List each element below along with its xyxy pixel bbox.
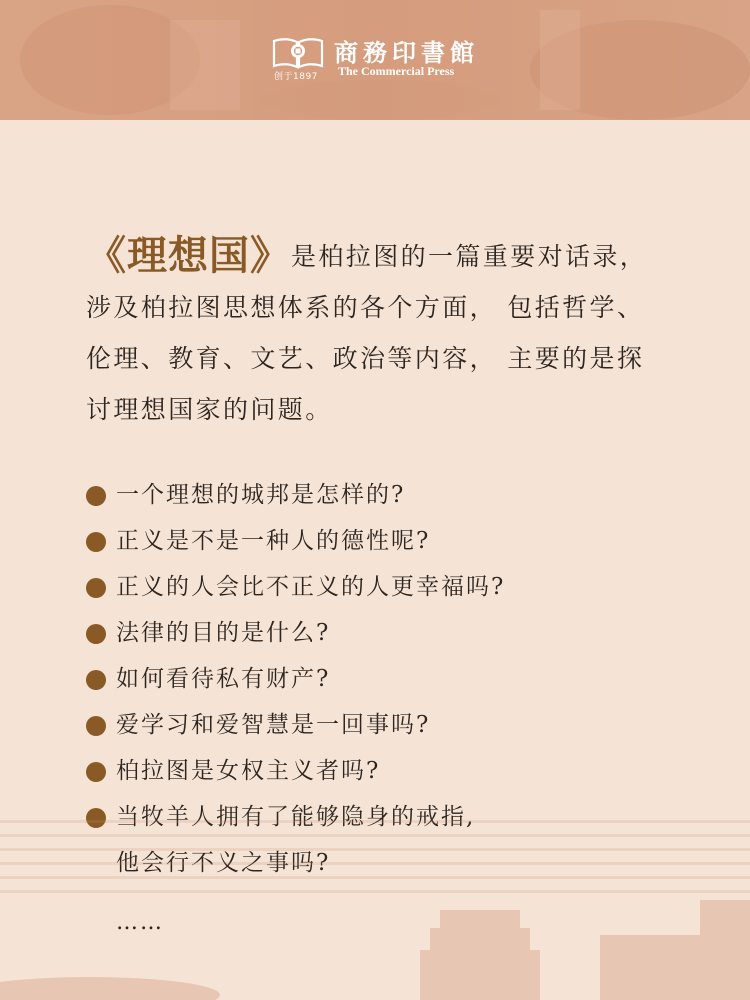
bullet-icon bbox=[86, 716, 106, 736]
bullet-icon bbox=[86, 670, 106, 690]
question-item bbox=[86, 518, 686, 564]
question-item bbox=[86, 702, 686, 748]
question-item bbox=[86, 748, 686, 794]
bullet-icon bbox=[86, 762, 106, 782]
question-item bbox=[86, 610, 686, 656]
question-text: 如何看待私有财产? bbox=[116, 666, 331, 692]
question-text: 爱学习和爱智慧是一回事吗? bbox=[116, 712, 431, 738]
bullet-icon bbox=[86, 624, 106, 644]
question-text: 当牧羊人拥有了能够隐身的戒指, bbox=[116, 804, 476, 830]
logo-chinese-name: 商務印書館 bbox=[334, 38, 479, 67]
bullet-icon bbox=[86, 486, 106, 506]
logo-english-name: The Commercial Press bbox=[338, 64, 455, 78]
question-text: 一个理想的城邦是怎样的? bbox=[116, 482, 406, 508]
question-text-continuation: 他会行不义之事吗? bbox=[116, 850, 331, 876]
bottom-decoration bbox=[0, 800, 750, 1000]
intro-text: 是柏拉图的一篇重要对话录， 涉及柏拉图思想体系的各个方面， 包括哲学、伦理、教育、文艺、政治等内容， 主要的是探讨理想国家的问题。 bbox=[86, 242, 648, 424]
ellipsis: …… bbox=[116, 910, 164, 935]
question-text: 正义的人会比不正义的人更幸福吗? bbox=[116, 574, 506, 600]
bullet-icon bbox=[86, 578, 106, 598]
question-text: 正义是不是一种人的德性呢? bbox=[116, 528, 431, 554]
bullet-icon bbox=[86, 532, 106, 552]
open-book-seal-icon bbox=[272, 33, 324, 73]
publisher-logo[interactable] bbox=[272, 33, 492, 81]
question-text: 法律的目的是什么? bbox=[116, 620, 331, 646]
intro-paragraph bbox=[86, 230, 670, 435]
header-banner bbox=[0, 0, 750, 120]
question-item bbox=[86, 656, 686, 702]
question-item bbox=[86, 472, 686, 518]
question-text: 柏拉图是女权主义者吗? bbox=[116, 758, 381, 784]
logo-year: 创于1897 bbox=[274, 72, 318, 82]
book-title: 《理想国》 bbox=[86, 232, 291, 279]
question-item bbox=[86, 564, 686, 610]
